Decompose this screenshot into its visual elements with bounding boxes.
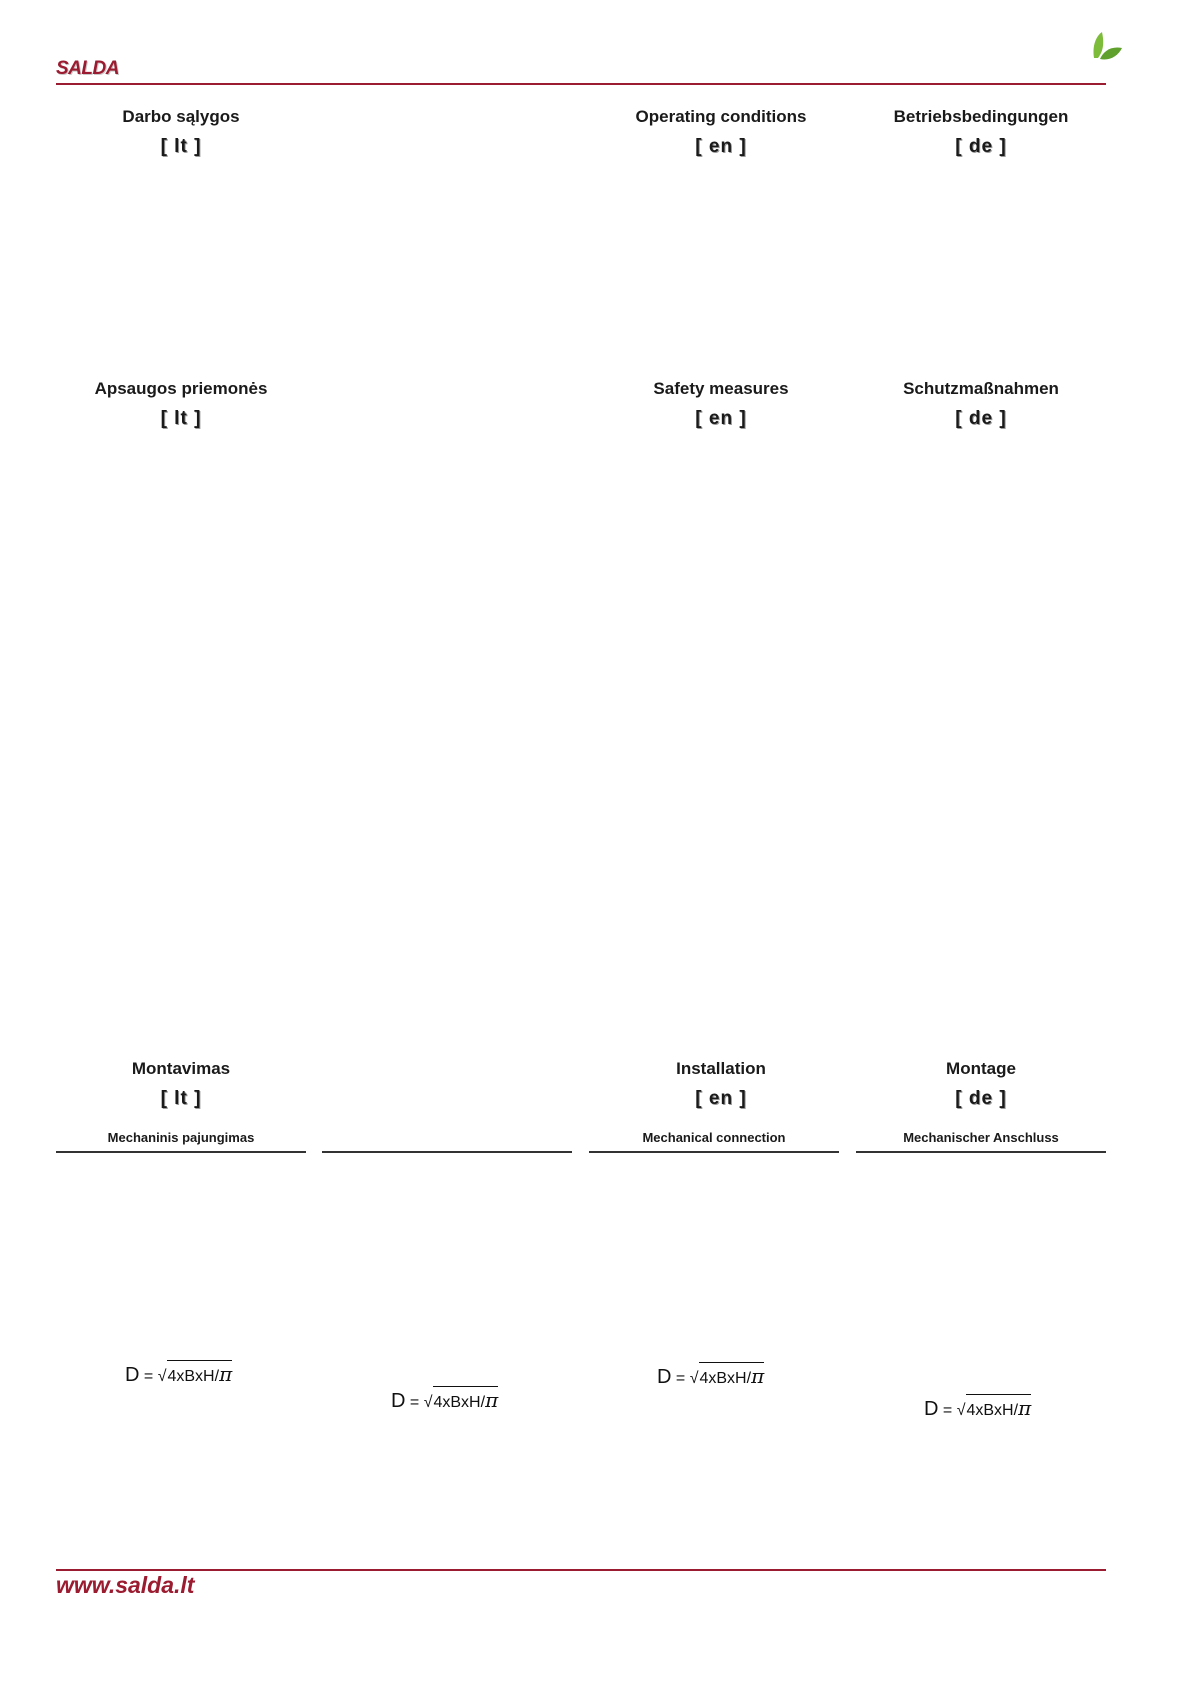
lang-tag-de: [ de ]: [955, 136, 1007, 157]
formula-expr: 4xBxH/: [699, 1370, 752, 1387]
lang-tag-en: [ en ]: [695, 1088, 747, 1109]
leaf-icon: [1090, 28, 1124, 62]
lang-tag-lt: [ lt ]: [160, 1088, 202, 1109]
website-link[interactable]: www.salda.lt: [56, 1572, 195, 1598]
subhead-rule: [56, 1151, 306, 1153]
pi-symbol: π: [1018, 1396, 1032, 1420]
salda-logo: SALDA: [56, 58, 119, 79]
formula-eq: =: [942, 1402, 953, 1419]
diameter-formula: [657, 1362, 764, 1389]
heading-operating-lt: Darbo sąlygos: [122, 107, 240, 126]
diameter-formula: [125, 1360, 232, 1387]
lang-tag-lt: [ lt ]: [160, 136, 202, 157]
lang-tag-en: [ en ]: [695, 408, 747, 429]
sqrt-icon: √: [423, 1394, 433, 1411]
pi-symbol: π: [219, 1362, 233, 1386]
heading-installation-lt: Montavimas: [131, 1059, 231, 1078]
formula-d: D: [125, 1364, 140, 1386]
formula-eq: =: [409, 1394, 420, 1411]
lang-tag-lt: [ lt ]: [160, 408, 202, 429]
heading-operating-de: Betriebsbedingungen: [893, 107, 1069, 126]
subhead-mechanical-lt: Mechaninis pajungimas: [107, 1130, 255, 1145]
formula-expr: 4xBxH/: [167, 1368, 220, 1385]
formula-eq: =: [143, 1368, 154, 1385]
footer-rule: [56, 1569, 1106, 1571]
formula-d: D: [924, 1398, 939, 1420]
formula-expr: 4xBxH/: [966, 1402, 1019, 1419]
subhead-rule: [322, 1151, 572, 1153]
heading-installation-en: Installation: [676, 1059, 766, 1078]
lang-tag-de: [ de ]: [955, 1088, 1007, 1109]
subhead-mechanical-de: Mechanischer Anschluss: [903, 1130, 1059, 1145]
header-rule: [56, 83, 1106, 85]
heading-operating-en: Operating conditions: [635, 107, 807, 126]
heading-safety-en: Safety measures: [653, 379, 789, 398]
formula-expr: 4xBxH/: [433, 1394, 486, 1411]
heading-safety-lt: Apsaugos priemonės: [94, 379, 268, 398]
sqrt-icon: √: [157, 1368, 167, 1385]
subhead-rule: [856, 1151, 1106, 1153]
subhead-rule: [589, 1151, 839, 1153]
formula-d: D: [391, 1390, 406, 1412]
formula-d: D: [657, 1366, 672, 1388]
lang-tag-en: [ en ]: [695, 136, 747, 157]
subhead-mechanical-en: Mechanical connection: [642, 1130, 786, 1145]
diameter-formula: [391, 1386, 498, 1413]
sqrt-icon: √: [689, 1370, 699, 1387]
formula-eq: =: [675, 1370, 686, 1387]
heading-safety-de: Schutzmaßnahmen: [903, 379, 1059, 398]
heading-installation-de: Montage: [946, 1059, 1016, 1078]
lang-tag-de: [ de ]: [955, 408, 1007, 429]
sqrt-icon: √: [956, 1402, 966, 1419]
diameter-formula: [924, 1394, 1031, 1421]
pi-symbol: π: [485, 1388, 499, 1412]
pi-symbol: π: [751, 1364, 765, 1388]
